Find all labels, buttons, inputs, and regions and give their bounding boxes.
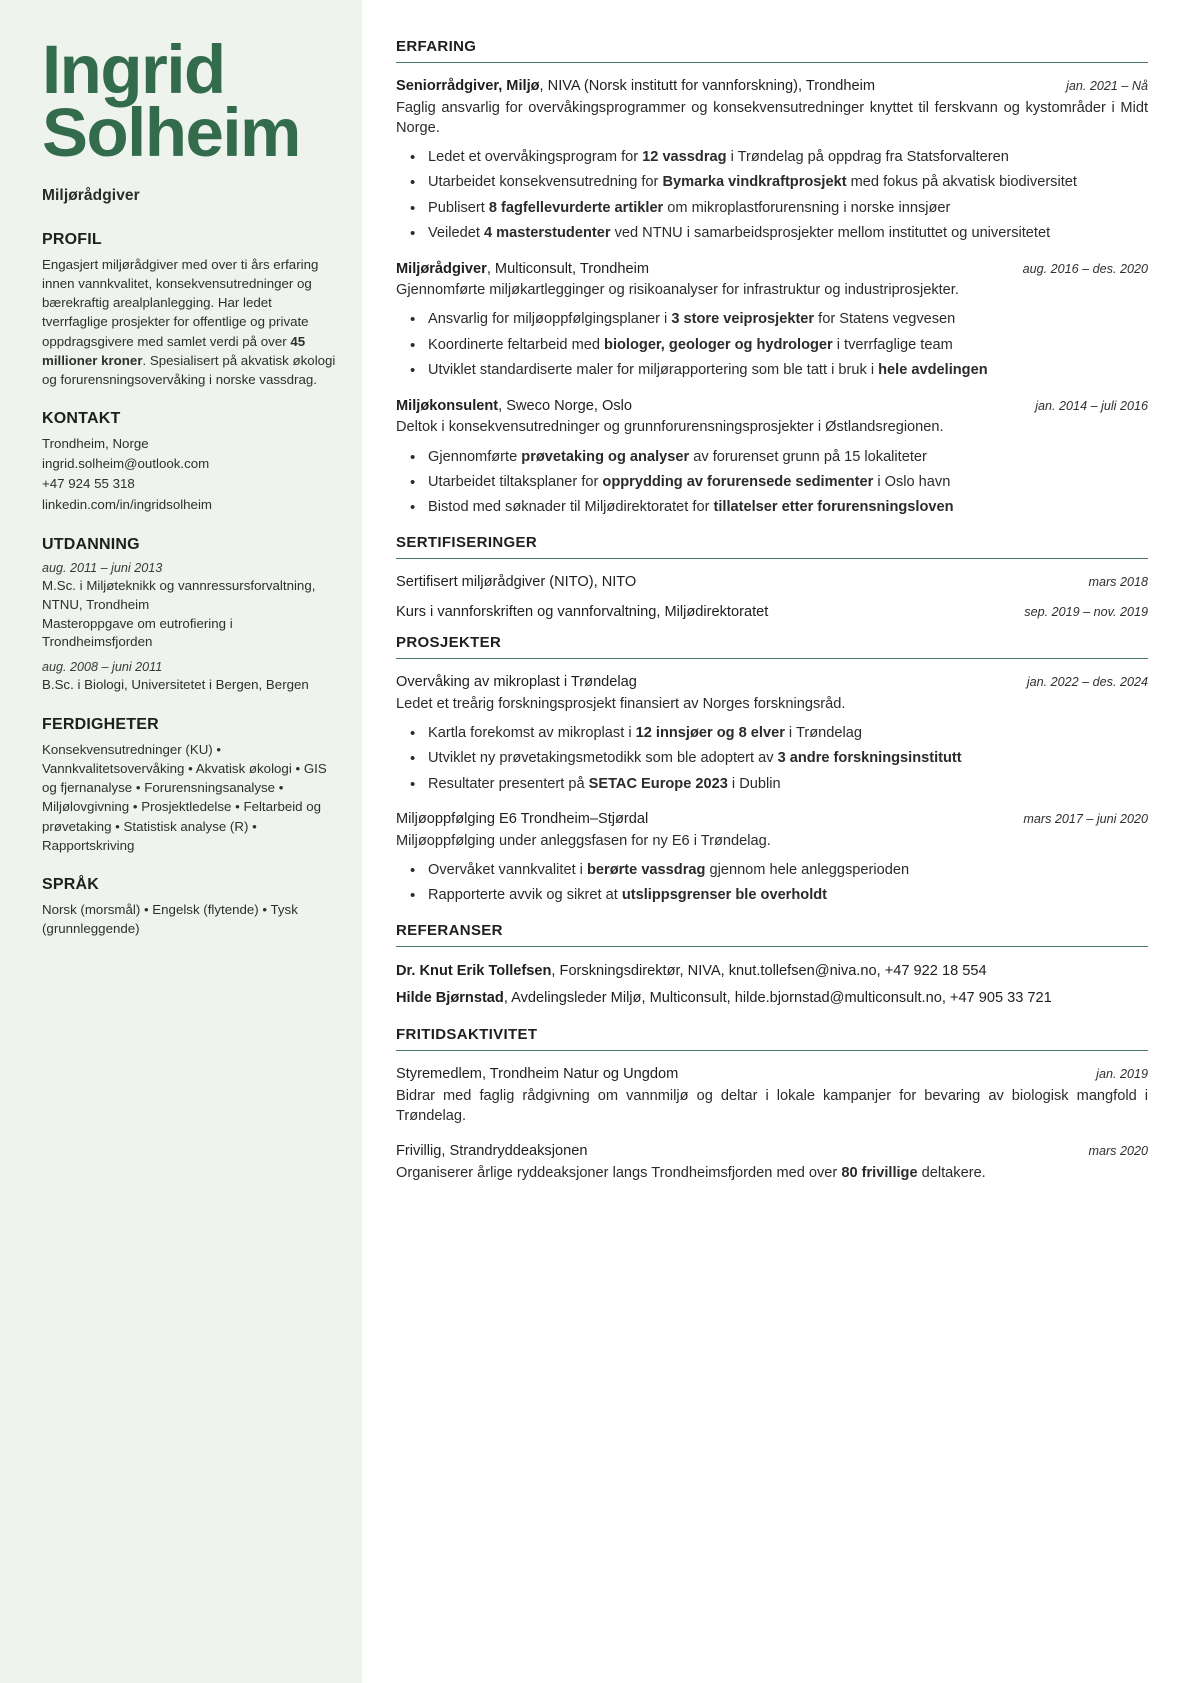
certification-date: mars 2018 [1088, 574, 1148, 589]
bullet-item [428, 472, 1148, 492]
bullet-bold: 4 masterstudenter [484, 225, 611, 242]
project-entry [396, 810, 1148, 906]
education-date: aug. 2011 – juni 2013 [42, 560, 163, 575]
bullet-item [428, 147, 1148, 167]
contact-location: Trondheim, Norge [42, 435, 149, 451]
experience-role: Miljørådgiver [396, 260, 487, 277]
bullet-post: i Dublin [727, 775, 781, 792]
contact-email[interactable]: ingrid.solheim@outlook.com [42, 456, 210, 472]
section-fritidsaktivitet [396, 1026, 1148, 1183]
section-divider [396, 946, 1148, 947]
job-title: Miljørådgiver [42, 186, 140, 204]
activity-description: Bidrar med faglig rådgivning om vannmiljø og deltar i lokale kampanjer for bevaring av biologisk mangfold i Trøndelag. [396, 1087, 1148, 1124]
contact-linkedin[interactable]: linkedin.com/in/ingridsolheim [42, 496, 212, 512]
bullet-post: i Trøndelag på oppdrag fra Statsforvalteren [726, 148, 1009, 165]
bullet-post: i tverrfaglige team [832, 336, 953, 353]
experience-header [396, 77, 1148, 97]
bullet-item [428, 223, 1148, 243]
bullet-pre: Ledet et overvåkingsprogram for [428, 148, 643, 165]
bullet-pre: Publisert [428, 199, 489, 216]
experience-title [396, 77, 1054, 97]
first-name: Ingrid [42, 31, 225, 108]
experience-description: Gjennomførte miljøkartlegginger og risikoanalyser for infrastruktur og industriprosjekter. [396, 282, 959, 299]
sidebar-section-profil [42, 231, 336, 389]
activity-title: Frivillig, Strandryddeaksjonen [396, 1143, 588, 1160]
bullet-bold: opprydding av forurensede sedimenter [602, 473, 874, 490]
section-sertifiseringer [396, 534, 1148, 623]
sidebar-section-utdanning [42, 536, 336, 695]
experience-role: Miljøkonsulent [396, 397, 499, 414]
utdanning-heading: UTDANNING [42, 535, 140, 553]
profil-text-2: . Spesialisert på akvatisk økologi og forurensningsovervåking i norske vassdrag. [42, 352, 336, 387]
project-header [396, 810, 1148, 830]
certification-label: Kurs i vannforskriften og vannforvaltning, Miljødirektoratet [396, 604, 769, 621]
experience-date: aug. 2016 – des. 2020 [1022, 261, 1148, 276]
reference-details: , Avdelingsleder Miljø, Multiconsult, hilde.bjornstad@multiconsult.no, +47 905 33 721 [503, 990, 1052, 1007]
bullet-pre: Bistod med søknader til Miljødirektoratet for [428, 499, 714, 516]
experience-title [396, 397, 1023, 417]
bullet-item [428, 360, 1148, 380]
education-degree: B.Sc. i Biologi, Universitetet i Bergen, Bergen [42, 677, 309, 693]
project-title: Overvåking av mikroplast i Trøndelag [396, 674, 637, 691]
project-bullets [396, 860, 1148, 906]
bullet-pre: Utviklet standardiserte maler for miljørapportering som ble tatt i bruk i [428, 362, 879, 379]
experience-title [396, 260, 1011, 280]
bullet-bold: Bymarka vindkraftprosjekt [662, 174, 847, 191]
education-date: aug. 2008 – juni 2011 [42, 659, 163, 674]
project-entry [396, 673, 1148, 794]
activity-entry [396, 1065, 1148, 1126]
section-divider [396, 62, 1148, 63]
experience-entry [396, 260, 1148, 381]
bullet-pre: Veiledet [428, 225, 484, 242]
certification-date: sep. 2019 – nov. 2019 [1024, 605, 1148, 620]
experience-company: , Sweco Norge, Oslo [498, 397, 632, 414]
last-name: Solheim [42, 94, 300, 172]
bullet-item [428, 885, 1148, 905]
project-description: Ledet et treårig forskningsprosjekt finansiert av Norges forskningsråd. [396, 695, 846, 712]
activity-description [396, 1163, 1148, 1183]
prosjekter-heading: PROSJEKTER [396, 634, 502, 652]
experience-date: jan. 2021 – Nå [1066, 79, 1148, 93]
reference-item [396, 988, 1148, 1008]
education-degree: M.Sc. i Miljøteknikk og vannressursforvaltning, NTNU, Trondheim [42, 578, 316, 612]
activity-desc-pre: Organiserer årlige ryddeaksjoner langs Trondheimsfjorden med over [396, 1164, 842, 1181]
section-referanser [396, 922, 1148, 1008]
bullet-bold: hele avdelingen [878, 362, 988, 379]
certification-item [396, 603, 1148, 623]
sprak-text: Norsk (morsmål) • Engelsk (flytende) • Tysk (grunnleggende) [42, 901, 298, 937]
bullet-post: av forurenset grunn på 15 lokaliteter [689, 448, 927, 465]
bullet-pre: Utarbeidet konsekvensutredning for [428, 174, 663, 191]
bullet-post: ved NTNU i samarbeidsprosjekter mellom instituttet og universitetet [610, 225, 1051, 242]
experience-header [396, 260, 1148, 280]
activity-entry [396, 1142, 1148, 1183]
bullet-bold: utslippsgrenser ble overholdt [621, 887, 828, 904]
profil-bold-1: 45 millioner kroner [42, 333, 306, 368]
sidebar [0, 0, 362, 1683]
project-date: jan. 2022 – des. 2024 [1026, 675, 1148, 690]
activity-header [396, 1065, 1148, 1085]
ferdigheter-heading: FERDIGHETER [42, 716, 159, 734]
fritidsaktivitet-heading: FRITIDSAKTIVITET [396, 1026, 538, 1044]
bullet-item [428, 860, 1148, 880]
bullet-bold: 8 fagfellevurderte artikler [488, 199, 664, 216]
project-header [396, 673, 1148, 693]
bullet-bold: prøvetaking og analyser [521, 448, 690, 465]
section-divider [396, 658, 1148, 659]
profil-heading: PROFIL [42, 230, 102, 248]
bullet-item [428, 774, 1148, 794]
section-erfaring [396, 38, 1148, 518]
experience-description: Faglig ansvarlig for overvåkingsprogrammer og konsekvensutredninger knyttet til ferskvann og kystområder i Midt Norge. [396, 99, 1148, 136]
bullet-item [428, 497, 1148, 517]
bullet-pre: Gjennomførte [428, 448, 522, 465]
profil-text-1: Engasjert miljørådgiver med over ti års erfaring innen vannkvalitet, konsekvensutredninger og bærekraftig arealplanlegging. Har ledet tverrfaglige prosjekter for offentlige og private oppdragsgivere med samlet verdi på over [42, 256, 319, 349]
bullet-post: i Trøndelag [784, 724, 862, 741]
bullet-bold: 12 innsjøer og 8 elver [635, 724, 785, 741]
bullet-item [428, 309, 1148, 329]
experience-entry [396, 77, 1148, 244]
name-block [42, 31, 336, 172]
project-date: mars 2017 – juni 2020 [1023, 812, 1148, 827]
ferdigheter-text: Konsekvensutredninger (KU) • Vannkvalitetsovervåking • Akvatisk økologi • GIS og fjernanalyse • Forurensningsanalyse • Miljølovgivning • Prosjektledelse • Feltarbeid og prøvetaking • Statistisk analyse (R) • Rapportskriving [42, 742, 327, 853]
sertifiseringer-heading: SERTIFISERINGER [396, 533, 538, 551]
bullet-pre: Overvåket vannkvalitet i [428, 862, 587, 879]
experience-bullets [396, 309, 1148, 380]
experience-date: jan. 2014 – juli 2016 [1035, 398, 1148, 413]
bullet-post: for Statens vegvesen [814, 311, 956, 328]
sprak-heading: SPRÅK [42, 875, 100, 893]
bullet-bold: 3 store veiprosjekter [671, 311, 815, 328]
bullet-pre: Resultater presentert på [428, 775, 589, 792]
bullet-bold: 3 andre forskningsinstitutt [777, 750, 962, 767]
education-entry [42, 659, 336, 695]
bullet-item [428, 723, 1148, 743]
activity-header [396, 1142, 1148, 1162]
bullet-item [428, 748, 1148, 768]
profil-text [42, 255, 336, 389]
reference-name: Hilde Bjørnstad [396, 990, 504, 1007]
bullet-pre: Koordinerte feltarbeid med [428, 336, 605, 353]
education-note: Masteroppgave om eutrofiering i Trondheimsfjorden [42, 615, 233, 650]
bullet-bold: SETAC Europe 2023 [588, 775, 728, 792]
bullet-post: med fokus på akvatisk biodiversitet [846, 174, 1077, 191]
experience-bullets [396, 147, 1148, 244]
bullet-pre: Rapporterte avvik og sikret at [428, 887, 622, 904]
bullet-item [428, 335, 1148, 355]
experience-header [396, 397, 1148, 417]
bullet-post: i Oslo havn [873, 473, 951, 490]
bullet-post: om mikroplastforurensning i norske innsjøer [663, 199, 951, 216]
sidebar-section-sprak [42, 876, 336, 938]
certification-label: Sertifisert miljørådgiver (NITO), NITO [396, 573, 637, 590]
bullet-bold: 12 vassdrag [642, 148, 727, 165]
section-divider [396, 1050, 1148, 1051]
education-entry [42, 560, 336, 652]
reference-name: Dr. Knut Erik Tollefsen [396, 962, 552, 979]
reference-item [396, 961, 1148, 981]
bullet-pre: Kartla forekomst av mikroplast i [428, 724, 636, 741]
experience-description: Deltok i konsekvensutredninger og grunnforurensningsprosjekter i Østlandsregionen. [396, 419, 944, 436]
activity-date: jan. 2019 [1096, 1067, 1148, 1082]
contact-phone[interactable]: +47 924 55 318 [42, 476, 135, 492]
section-prosjekter [396, 634, 1148, 906]
activity-date: mars 2020 [1088, 1144, 1148, 1159]
erfaring-heading: ERFARING [396, 38, 477, 55]
bullet-bold: berørte vassdrag [586, 862, 706, 879]
referanser-heading: REFERANSER [396, 921, 503, 939]
bullet-bold: biologer, geologer og hydrologer [604, 336, 833, 353]
project-description: Miljøoppfølging under anleggsfasen for ny E6 i Trøndelag. [396, 832, 771, 849]
bullet-pre: Utviklet ny prøvetakingsmetodikk som ble adoptert av [428, 750, 778, 767]
sidebar-section-kontakt [42, 410, 336, 515]
bullet-item [428, 447, 1148, 467]
sidebar-section-ferdigheter [42, 716, 336, 855]
activity-desc-post: deltakere. [917, 1164, 986, 1181]
experience-bullets [396, 447, 1148, 518]
bullet-post: gjennom hele anleggsperioden [705, 862, 910, 879]
kontakt-heading: KONTAKT [42, 409, 121, 427]
project-bullets [396, 723, 1148, 794]
experience-entry [396, 397, 1148, 518]
bullet-item [428, 198, 1148, 218]
experience-company: , Multiconsult, Trondheim [486, 260, 650, 277]
experience-role: Seniorrådgiver, Miljø [396, 78, 540, 94]
experience-company: , NIVA (Norsk institutt for vannforskning), Trondheim [539, 78, 876, 94]
section-divider [396, 558, 1148, 559]
activity-title: Styremedlem, Trondheim Natur og Ungdom [396, 1066, 679, 1083]
certification-item [396, 573, 1148, 593]
reference-details: , Forskningsdirektør, NIVA, knut.tollefsen@niva.no, +47 922 18 554 [551, 962, 987, 979]
activity-desc-bold: 80 frivillige [841, 1164, 918, 1181]
bullet-item [428, 172, 1148, 192]
bullet-pre: Ansvarlig for miljøoppfølgingsplaner i [428, 311, 672, 328]
bullet-pre: Utarbeidet tiltaksplaner for [428, 473, 603, 490]
main-content [362, 0, 1190, 1683]
bullet-bold: tillatelser etter forurensningsloven [713, 499, 954, 516]
project-title: Miljøoppfølging E6 Trondheim–Stjørdal [396, 811, 649, 828]
